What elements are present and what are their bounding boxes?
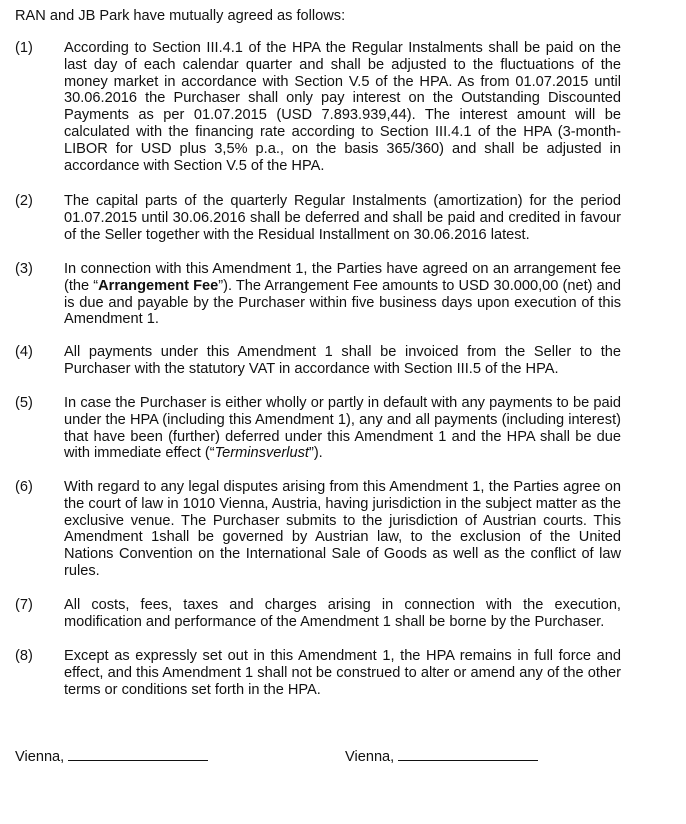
- clause-number: (1): [15, 40, 33, 56]
- clause-number: (4): [15, 344, 33, 360]
- clause-number: (7): [15, 597, 33, 613]
- signature-place: Vienna,: [15, 749, 65, 765]
- signature-place: Vienna,: [345, 749, 395, 765]
- clause-text: All costs, fees, taxes and charges arising in connection with the execution, modification and performance of the Amendment 1 shall be borne by the Purchaser.: [64, 597, 621, 630]
- clause-3: [15, 261, 621, 328]
- clause-text: Except as expressly set out in this Amendment 1, the HPA remains in full force and effect, and this Amendment 1 shall not be construed to alter or amend any of the other terms or conditions set forth in the HPA.: [64, 648, 621, 698]
- clause-text: According to Section III.4.1 of the HPA the Regular Instalments shall be paid on the last day of each calendar quarter and shall be adjusted to the fluctuations of the money market in accordance with Section V.5 of the HPA. As from 01.07.2015 until 30.06.2016 the Purchaser shall only pay interest on the Outstanding Discounted Payments as per 01.07.2015 (USD 7.893.939,44). The interest amount will be calculated with the financing rate according to Section III.4.1 of the HPA (3-month-LIBOR for USD plus 3,5% p.a., on the basis 365/360) and shall be adjusted in accordance with Section V.5 of the HPA.: [64, 40, 621, 174]
- defined-term: Arrangement Fee: [98, 277, 219, 294]
- clause-5: [15, 395, 621, 462]
- clause-text: The capital parts of the quarterly Regular Instalments (amortization) for the period 01.07.2015 until 30.06.2016 shall be deferred and shall be paid and credited in favour of the Seller together with the Residual Installment on 30.06.2016 latest.: [64, 193, 621, 243]
- clause-text: [64, 261, 621, 328]
- clause-text: With regard to any legal disputes arising from this Amendment 1, the Parties agree on the court of law in 1010 Vienna, Austria, having jurisdiction in the subject matter as the exclusive venue. The Purchaser submits to the jurisdiction of Austrian courts. This Amendment 1shall be governed by Austrian law, to the exclusion of the United Nations Convention on the International Sale of Goods as well as the conflict of law rules.: [64, 479, 621, 579]
- signature-block-left: [15, 748, 208, 766]
- clause-number: (6): [15, 479, 33, 495]
- clause-text-part: ”).: [308, 445, 323, 462]
- clause-number: (5): [15, 395, 33, 411]
- clause-text-part: In connection with this Amendment 1, the Parties have agreed on an arrangement fee (the “: [64, 261, 621, 294]
- clause-1: [15, 40, 621, 174]
- clause-2: [15, 193, 621, 243]
- clause-text-part: In case the Purchaser is either wholly or partly in default with any payments to be paid under the HPA (including this Amendment 1), any and all payments (including interest) that have been (further) deferred under this Amendment 1 and the HPA shall be due with immediate effect (“: [64, 395, 621, 462]
- clause-number: (3): [15, 261, 33, 277]
- intro-text: RAN and JB Park have mutually agreed as follows:: [15, 8, 346, 24]
- clause-text-part: ”). The Arrangement Fee amounts to USD 30.000,00 (net) and is due and payable by the Purchaser within five business days upon execution of this Amendment 1.: [64, 277, 622, 328]
- clause-number: (2): [15, 193, 33, 209]
- clause-6: [15, 479, 621, 580]
- clause-number: (8): [15, 648, 33, 664]
- clause-8: [15, 648, 621, 698]
- defined-term: Terminsverlust: [214, 445, 309, 462]
- signature-line: [68, 748, 208, 761]
- clause-text: All payments under this Amendment 1 shall be invoiced from the Seller to the Purchaser with the statutory VAT in accordance with Section III.5 of the HPA.: [64, 344, 621, 377]
- clause-4: [15, 344, 621, 378]
- signature-line: [398, 748, 538, 761]
- signature-block-right: [345, 748, 538, 766]
- clause-7: [15, 597, 621, 631]
- clause-text: [64, 395, 621, 462]
